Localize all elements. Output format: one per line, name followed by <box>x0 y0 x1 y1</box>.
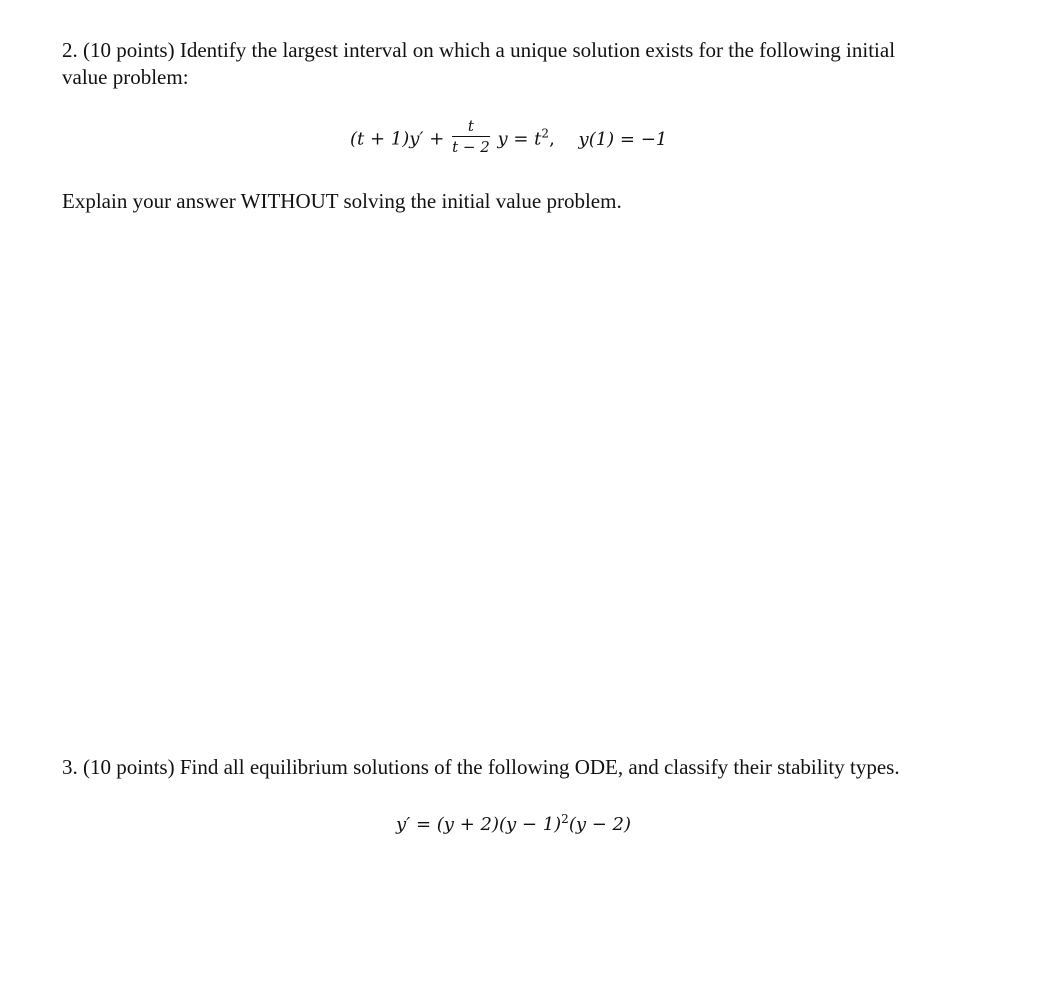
problem-3-equation <box>396 808 631 836</box>
fraction-numerator: t <box>452 117 490 137</box>
ode-part-1: y′ = (y + 2)(y − 1) <box>396 814 562 835</box>
problem-3-statement: 3. (10 points) Find all equilibrium solutions of the following ODE, and classify their stability types. <box>62 755 900 779</box>
fraction-denominator: t − 2 <box>452 138 490 156</box>
equation-exponent: 2 <box>541 126 550 141</box>
equation-separator: , <box>549 128 555 150</box>
problem-2-explain-instruction: Explain your answer WITHOUT solving the initial value problem. <box>62 189 622 213</box>
ode-exponent: 2 <box>561 812 569 826</box>
equation-lhs-part: (t + 1)y′ + <box>350 128 445 150</box>
problem-2-statement-line-1: 2. (10 points) Identify the largest interval on which a unique solution exists for the following initial <box>62 38 896 62</box>
equation-rhs-part: y = t <box>497 128 542 150</box>
initial-condition: y(1) = −1 <box>578 128 668 150</box>
fraction <box>452 117 490 156</box>
problem-2-equation <box>350 117 668 159</box>
ode-part-2: (y − 2) <box>568 814 632 835</box>
problem-2-statement-line-2: value problem: <box>62 65 189 89</box>
